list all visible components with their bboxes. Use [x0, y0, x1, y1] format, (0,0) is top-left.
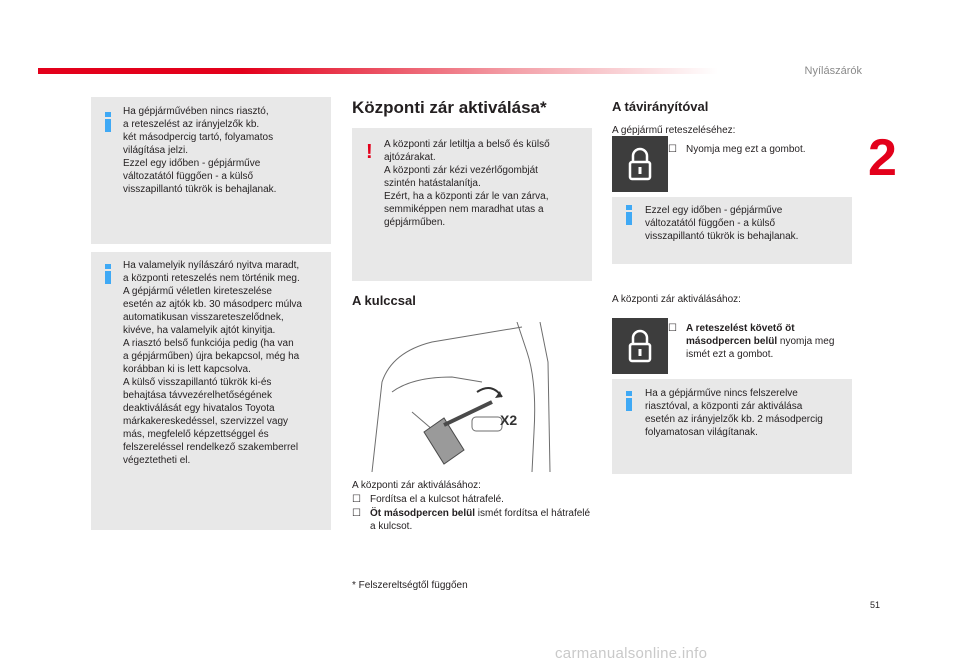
info-box-doors — [91, 252, 331, 530]
header-accent-bar — [38, 68, 718, 74]
bullet-bold: Öt másodpercen belül — [370, 508, 476, 519]
subtitle-key: A kulccsal — [352, 293, 416, 308]
list-item — [352, 493, 592, 506]
info-text: Ha valamelyik nyílászáró nyitva maradt, a központi reteszelés nem történik meg. A gépjármű véletlen kireteszelése esetén az ajtók kb. 30 másodperc múlva automatikusan visszareteszelődnek, kivéve, ha valamelyik ajtót kinyitja. A riasztó belső funkciója pedig (ha van a gépjárműben) újra bekapcsol, még ha korábban ki is lett kapcsolva. A külső visszapillantó tükrök ki-és behajtása távvezérelhetőségének deaktiválását egy hivatalos Toyota márkakereskedéssel, szervizzel vagy más, megfelelő képzettséggel és felszereléssel rendelkező szakemberrel végeztetheti el. — [123, 260, 302, 466]
subtitle-remote: A távirányítóval — [612, 99, 709, 114]
checkbox-bullet-icon: ☐ — [668, 144, 677, 155]
chapter-number: 2 — [868, 129, 897, 187]
info-text: Ezzel egy időben - gépjárműve változatától függően - a külső visszapillantó tükrök is behajlanak. — [645, 205, 799, 242]
list-item — [352, 507, 592, 533]
info-text: Ha a gépjárműve nincs felszerelve riasztóval, a központi zár aktiválása esetén az irányjelzők kb. 2 másodpercig folyamatosan világítanak. — [645, 388, 823, 438]
lock-button-image — [612, 318, 668, 374]
watermark: carmanualsonline.info — [555, 645, 708, 662]
remote-intro: A gépjármű reteszeléséhez: — [612, 125, 736, 136]
checkbox-bullet-icon: ☐ — [668, 323, 677, 334]
bullet-text: Fordítsa el a kulcsot hátrafelé. — [370, 494, 504, 505]
section-title: Nyílászárók — [804, 65, 862, 77]
key-fob-icon — [424, 388, 502, 464]
info-box-no-alarm — [612, 379, 852, 474]
remote-step-2 — [668, 322, 848, 361]
page-title: Központi zár aktiválása* — [352, 98, 547, 117]
car-door-key-illustration — [352, 322, 552, 472]
lock-icon — [627, 147, 653, 181]
key-instructions — [352, 479, 592, 533]
info-icon — [626, 391, 633, 411]
checkbox-bullet-icon: ☐ — [352, 508, 361, 519]
remote-intro-2: A központi zár aktiválásához: — [612, 294, 741, 305]
info-icon — [626, 205, 633, 225]
footnote: * Felszereltségtől függően — [352, 580, 468, 591]
step-text: nyomja meg ismét ezt a gombot. — [686, 336, 835, 360]
step-bold: A reteszelést követő öt másodpercen belül — [686, 323, 795, 347]
info-text: Ha gépjárművében nincs riasztó, a reteszelést az irányjelzők kb. két másodpercig tartó, folyamatos világítása jelzi. Ezzel egy időben - gépjárműve változatától függően - a külső visszapillantó tükrök is behajlanak. — [123, 106, 277, 195]
warning-text: A központi zár letiltja a belső és külső ajtózárakat. A központi zár kézi vezérlőgombját szintén hatástalanítja. Ezért, ha a központi zár le van zárva, semmiképpen nem maradhat utas a gépjárműben. — [384, 139, 550, 228]
checkbox-bullet-icon: ☐ — [352, 494, 361, 505]
key-intro: A központi zár aktiválásához: — [352, 480, 481, 491]
info-icon — [105, 112, 112, 132]
warning-box — [352, 128, 592, 281]
info-box-mirrors — [91, 97, 331, 244]
info-icon — [105, 264, 112, 284]
bullet-text: ismét fordítsa el hátrafelé a kulcsot. — [370, 508, 591, 532]
repeat-label: X2 — [500, 412, 518, 428]
remote-step-1 — [668, 143, 848, 156]
step-text: Nyomja meg ezt a gombot. — [686, 144, 806, 155]
info-box-remote-mirrors — [612, 197, 852, 264]
warning-icon: ! — [366, 141, 373, 163]
page-number: 51 — [869, 600, 880, 610]
lock-button-image — [612, 136, 668, 192]
lock-icon — [627, 329, 653, 363]
